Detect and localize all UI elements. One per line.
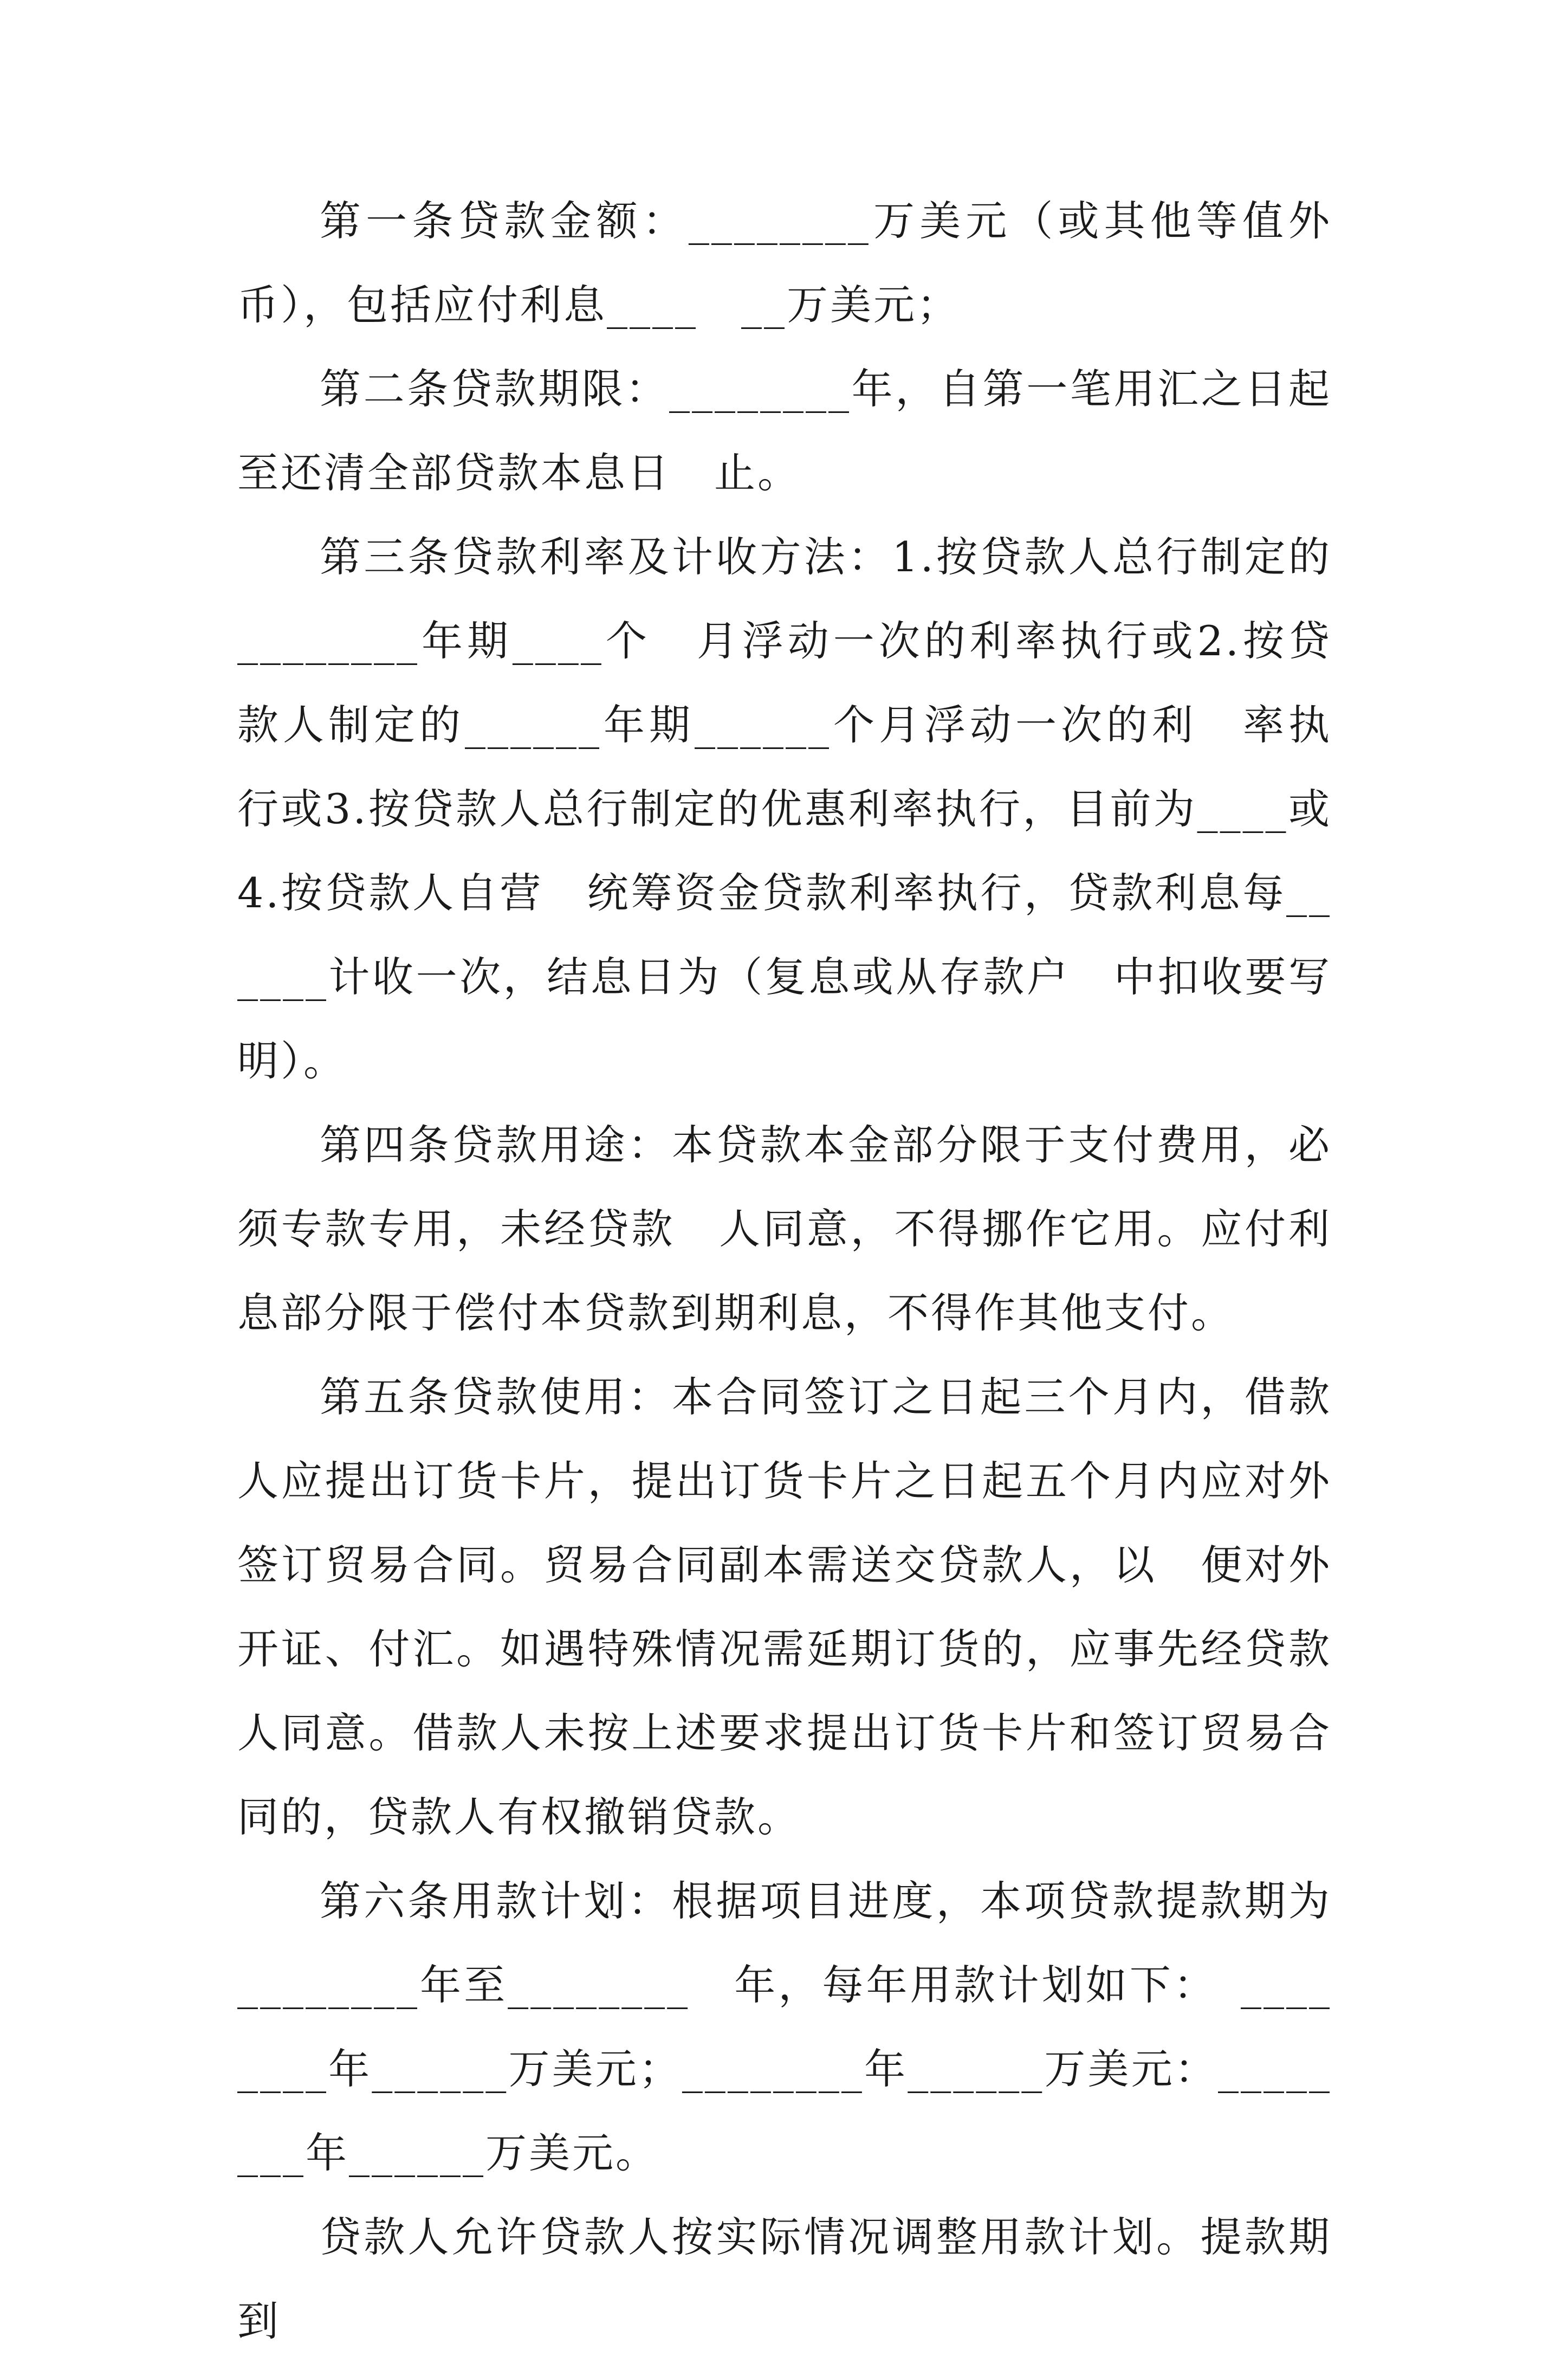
article-2-loan-term: 第二条贷款期限：________年，自第一笔用汇之日起至还清全部贷款本息日 止。 <box>237 365 1332 497</box>
article-4-loan-purpose: 第四条贷款用途：本贷款本金部分限于支付费用，必须专款专用，未经贷款 人同意，不得挪作它用。应付利息部分限于偿付本贷款到期利息，不得作其他支付。 <box>237 1121 1332 1337</box>
article-1-loan-amount: 第一条贷款金额：________万美元（或其他等值外币），包括应付利息____ __万美元； <box>237 197 1332 329</box>
article-5-loan-use: 第五条贷款使用：本合同签订之日起三个月内，借款人应提出订货卡片，提出订货卡片之日起五个月内应对外签订贸易合同。贸易合同副本需送交贷款人，以 便对外开证、付汇。如遇特殊情况需延期订货的，应事先经贷款人同意。借款人未按上述要求提出订货卡片和签订贸易合同的，贷款人有权撤销贷款。 <box>237 1373 1332 1841</box>
plan-adjustment-paragraph: 贷款人允许贷款人按实际情况调整用款计划。提款期到 <box>237 2213 1332 2345</box>
article-3-interest-rate: 第三条贷款利率及计收方法：1.按贷款人总行制定的________年期____个 月浮动一次的利率执行或2.按贷款人制定的______年期______个月浮动一次的利 率执行或3.按贷款人总行制定的优惠利率执行，目前为____或4.按贷款人自营 统筹资金贷款利率执行，贷款利息每______计收一次，结息日为（复息或从存款户 中扣收要写明）。 <box>237 533 1332 1085</box>
article-6-drawdown-plan: 第六条用款计划：根据项目进度，本项贷款提款期为________年至________ 年，每年用款计划如下： ________年______万美元；________年______万美元：________年______万美元。 <box>237 1877 1332 2177</box>
contract-text <box>237 179 1332 2363</box>
